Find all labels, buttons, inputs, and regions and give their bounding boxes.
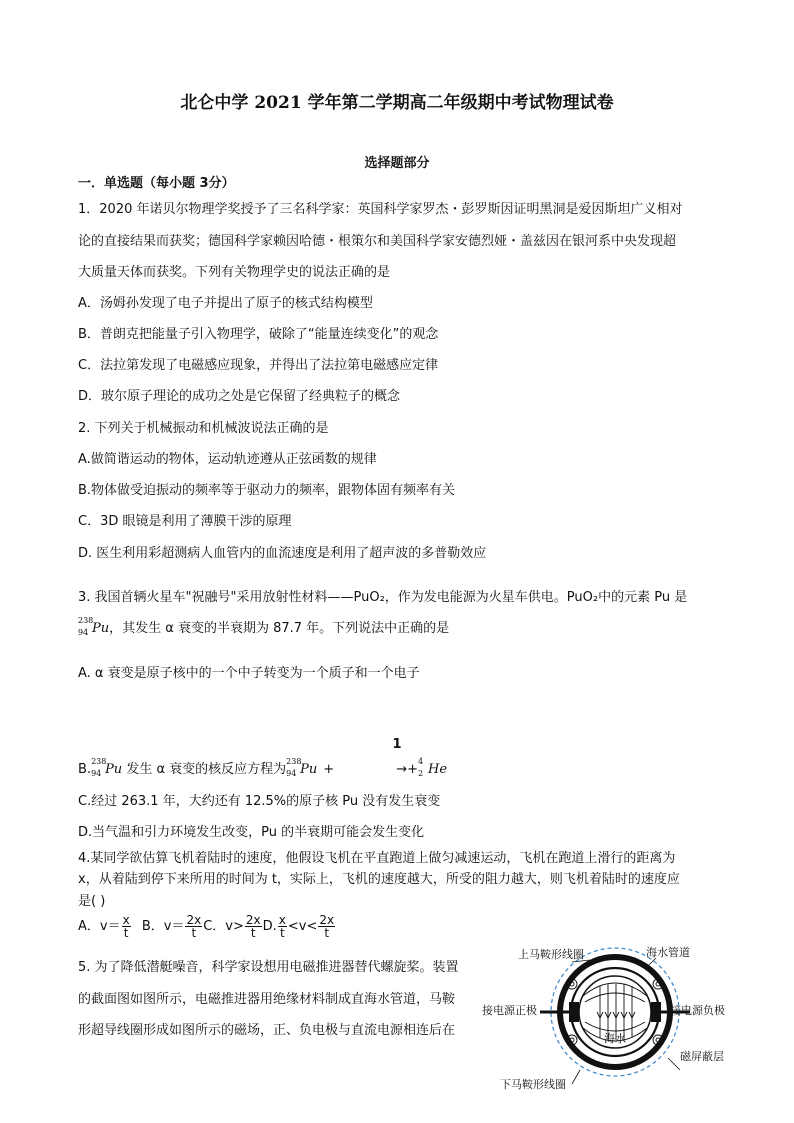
q1-option-b: B．普朗克把能量子引入物理学，破除了“能量连续变化”的观念 [78,327,439,342]
label-magnetic-shield: 磁屏蔽层 [680,1050,724,1063]
q1-option-d: D．玻尔原子理论的成功之处是它保留了经典粒子的概念 [78,389,401,404]
q5-stem-line-1: 5. 为了降低潜艇噪音，科学家设想用电磁推进器替代螺旋桨。装置 [78,960,459,975]
frac-x-over-t: $\frac{x}{t}$ [122,913,130,940]
q5-stem-line-2: 的截面图如图所示，电磁推进器用绝缘材料制成直海水管道，马鞍 [78,992,456,1007]
q1-stem-line-1: 1．2020 年诺贝尔物理学奖授予了三名科学家：英国科学家罗杰・彭罗斯因证明黑洞是爱因斯坦广义相对 [78,202,683,217]
q5-stem-line-3: 形超导线圈形成如图所示的磁场，正、负电极与直流电源相连后在 [78,1023,456,1038]
q4-options: A．v＝ $\frac{x}{t}$ B．v＝ $\frac{2x}{t}$ C．v> $\frac{2x}{t}$ D. $\frac{x}{t}$ <v< $\frac{2x}{t}$ [78,913,335,940]
q4-stem-line-3: 是( ) [78,894,106,909]
q3-stem-line-1: 3. 我国首辆火星车"祝融号"采用放射性材料——PuO₂，作为发电能源为火星车供电。PuO₂中的元素 Pu 是 [78,590,688,605]
label-seawater: 海水 [604,1032,626,1045]
he-nuclide: 4 2 He [417,757,448,778]
q3-option-d: D.当气温和引力环境发生改变，Pu 的半衰期可能会发生变化 [78,825,425,840]
label-positive-electrode: 接电源正极 [482,1004,537,1017]
q3-stem-line-2: 238 94 Pu，其发生 α 衰变的半衰期为 87.7 年。下列说法中正确的是 [78,616,450,637]
label-negative-electrode: 接电源负极 [670,1004,725,1017]
q3-option-c: C.经过 263.1 年，大约还有 12.5%的原子核 Pu 没有发生衰变 [78,794,441,809]
q2-option-d: D. 医生利用彩超测病人血管内的血流速度是利用了超声波的多普勒效应 [78,546,487,561]
section-title: 选择题部分 [364,156,430,171]
q1-option-c: C．法拉第发现了电磁感应现象，并得出了法拉第电磁感应定律 [78,358,439,373]
q1-option-a: A．汤姆孙发现了电子并提出了原子的核式结构模型 [78,296,373,311]
q2-option-a: A.做简谐运动的物体，运动轨迹遵从正弦函数的规律 [78,452,377,467]
q1-stem-line-3: 大质量天体而获奖。下列有关物理学史的说法正确的是 [78,265,391,280]
part-heading: 一．单选题（每小题 3分） [78,176,235,191]
q3-option-b: B. 238 94 Pu 发生 α 衰变的核反应方程为 238 94 Pu + →+ 4 2 He [78,757,448,778]
label-seawater-pipe: 海水管道 [646,946,690,959]
pu-nuclide-b: 238 94 Pu [91,757,123,778]
label-lower-coil: 下马鞍形线圈 [500,1078,566,1091]
q3-option-a: A. α 衰变是原子核中的一个中子转变为一个质子和一个电子 [78,666,420,681]
pu-nuclide-reaction: 238 94 Pu [286,757,318,778]
q2-option-c: C．3D 眼镜是利用了薄膜干涉的原理 [78,514,292,529]
q2-option-b: B.物体做受迫振动的频率等于驱动力的频率，跟物体固有频率有关 [78,483,456,498]
page-title: 北仑中学 2021 学年第二学期高二年级期中考试物理试卷 [180,93,614,113]
thruster-figure [480,940,750,1100]
positive-electrode [569,1002,579,1022]
frac-2x-over-t-d: $\frac{2x}{t}$ [319,913,335,940]
frac-2x-over-t: $\frac{2x}{t}$ [186,913,202,940]
pu-nuclide: 238 94 Pu [78,616,110,637]
q1-stem-line-2: 论的直接结果而获奖；德国科学家赖因哈德・根策尔和美国科学家安德烈娅・盖兹因在银河系中央发现超 [78,234,677,249]
q2-stem: 2. 下列关于机械振动和机械波说法正确的是 [78,421,329,436]
q4-stem-line-1: 4.某同学欲估算飞机着陆时的速度，他假设飞机在平直跑道上做匀减速运动，飞机在跑道上滑行的距离为 [78,851,676,866]
frac-2x-over-t-c: $\frac{2x}{t}$ [245,913,261,940]
negative-electrode [651,1002,661,1022]
page-number: 1 [392,737,402,752]
frac-x-over-t-d: $\frac{x}{t}$ [278,913,286,940]
label-upper-coil: 上马鞍形线圈 [518,948,584,961]
q4-stem-line-2: x，从着陆到停下来所用的时间为 t，实际上，飞机的速度越大，所受的阻力越大，则飞机着陆时的速度应 [78,872,680,887]
